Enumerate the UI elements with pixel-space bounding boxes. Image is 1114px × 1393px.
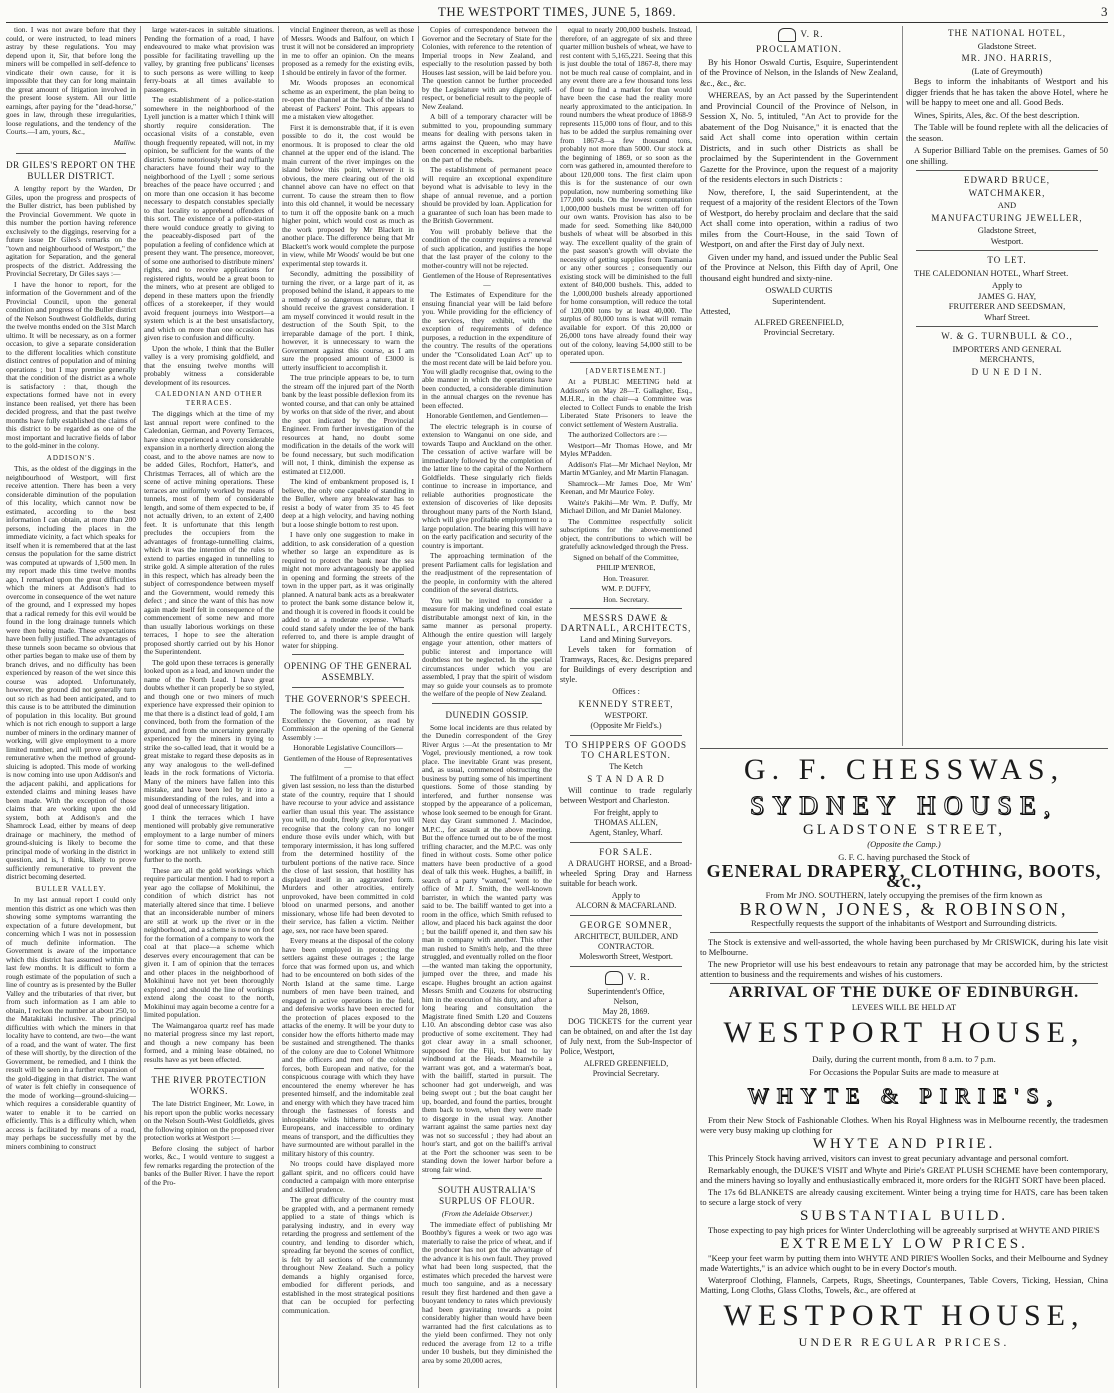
ad-line: (Opposite Mr Field's.) [590, 721, 662, 730]
ad-title: FOR SALE. [599, 847, 653, 857]
paragraph: Upon the whole, I think that the Buller valley is a very promising goldfield, and that the ensuing twelve months will probably witness a considerable development of its resources. [144, 343, 274, 387]
masthead [6, 4, 1108, 23]
page-number: 3 [1101, 4, 1108, 19]
vr-text: V. R. [800, 29, 824, 40]
ad-line: (Late of Greymouth) [971, 65, 1043, 76]
paragraph: The establishment of a police-station somewhere in the neighborhood of the Lyell junction is a matter which I think will shortly require consideration. The occasional visits of a constable, even though frequently repeated, will not, in my opinion, be sufficient for the wants of the district. Some notoriously bad and ruffianly characters have found their way to the neighborhood of the Lyell ; some serious breaches of the peace have occurred ; and on more than one occasion it has become necessary to despatch constables specially to that locality to apprehend offenders of this sort. The existence of a police-station there would conduce greatly to giving to the peaceably-disposed part of the population a feeling of confidence which at present they want. The presence, moreover, of some one authorised to distribute miners' rights, and to receive applications for registered rights, would be a great boon to the miners, who at present are obliged to depend in these matters upon the friendly offices of a storekeeper, if they would avoid frequent journeys into Westport—a system which is at the best unsatisfactory, and which on more than one occasion has given rise to confusion and difficulty. [144, 95, 274, 342]
column-3 [282, 26, 414, 1388]
ad-somner [560, 920, 692, 962]
ad-line: May 28, 1869. [602, 1007, 650, 1016]
divider [570, 915, 682, 916]
paragraph: You will probably believe that the condition of the country requires a renewal of such application, and justifies the hope that the last prayer of the colony to the mother-country will not be rejected. [422, 226, 552, 270]
ad-line: AND [997, 200, 1017, 210]
ad-line: D U N E D I N. [971, 366, 1043, 377]
proclamation-body: Now, therefore, I, the said Superintendent, at the request of a majority of the resident Electors of the Town of Westport, do hereby proclaim and declare that the said Act shall come into operation, within a radius of two miles from the Court-House, in the said Town of Westport, on and after the First day of July next. [700, 186, 898, 249]
ad-line: THOMAS ALLEN, [594, 818, 658, 827]
column-rule [556, 26, 557, 1388]
divider [154, 1068, 264, 1069]
ad-line: Superintendent's Office, [587, 987, 665, 996]
divider [570, 608, 682, 609]
subheading: BULLER VALLEY. [35, 884, 107, 893]
ad-line: MANUFACTURING JEWELLER, [931, 212, 1083, 223]
ad-body: DOG TICKETS for the current year can be obtained, on and after the 1st day of July next, from the Sub-Inspector of Police, Westport, [560, 1017, 692, 1056]
divider [916, 170, 1098, 171]
proclamation-body: WHEREAS, by an Act passed by the Superintendent and Provincial Council of the Province of Nelson, in Session X, No. 5, intituled, "An Act to provide for the abatement of the Dog Nuisance," it is enacted that the said Act shall come into operation within certain Districts, and in such other Districts as shall be proclaimed by the Superintendent in the Government Gazette for the Province, upon the request of a majority of the residents electors in such Districts : [700, 90, 898, 184]
paragraph: I think the terraces which I have mentioned will probably give remunerative employment to a large number of miners for some time to come, and that these workings are not unlikely to extend still further to the north. [144, 812, 274, 864]
ad-line: For Occasions the Popular Suits are made to measure at [809, 1067, 999, 1077]
ad-extremely: EXTREMELY LOW PRICES. [780, 1236, 1028, 1252]
ad-line: Apply to [992, 280, 1022, 290]
paragraph: These are all the gold workings which require particular mention. I had to report a year ago the collapse of Mokihinui, the condition of which district has not materially altered since that time. I believe that an inconsiderable number of miners are still at work up the river or in the neighborhood, and a scheme is now on foot for the formation of a company to work the coal at that place—a scheme which deserves every encouragement that can be given it. I am of opinion that the terraces and other places in the neighborhood of Mokihinui have not yet been thoroughly explored ; and should the line of workings extend along the coast to the north, Mokihinui may again become a centre for a limited population. [144, 865, 274, 1019]
address-line: Gentlemen of the House of Representatives— [283, 753, 413, 771]
column-7 [906, 26, 1108, 746]
paragraph: Secondly, admitting the possibility of turning the river, or a large part of it, as proposed behind the island, it appears to me a remedy of so dangerous a nature, that it should receive the gravest consideration. I am myself convinced it would result in the destruction of the South Spit, to the irreparable damage of the port. I think, however, it is unnecessary to warn the Government against this course, as I am sure the proposed amount of £3000 is utterly insufficient to accomplish it. [282, 269, 414, 372]
paragraph: Mr. Woods proposes an economical scheme as an experiment, the plan being to re-open the channel at the back of the island abreast of Packers' Point. This appears to me a mistaken view altogether. [282, 78, 414, 121]
paragraph: The Committee respectfully solicit subscriptions for the above-mentioned object, the contributions to which will be gratefully acknowledged through the Press. [560, 516, 692, 551]
ad-firm: BROWN, JONES, & ROBINSON, [739, 899, 1069, 919]
paragraph: You will be invited to consider a measure for making undefined coal estate distributable amongst next of kin, in the same manner as personal property. Although the entire question will largely engage your attention, other matters of public interest and importance will doubtless not be neglected. In the special circumstances under which you are assembled, I pray that the spirit of wisdom may so guide your counsels as to promote the welfare of the people of New Zealand. [422, 595, 552, 698]
paragraph: Signed on behalf of the Committee, [573, 552, 679, 562]
ad-line: Gladstone Street, [977, 225, 1037, 235]
article-heading: SOUTH AUSTRALIA'S SURPLUS OF FLOUR. [438, 1185, 536, 1206]
ad-line: For freight, apply to [593, 808, 659, 817]
paragraph: I have only one suggestion to make in addition, to ask consideration of a question whether so large an expenditure as is required to protect the bank near the sea might not more advantageously be applied in opening and forming the streets of the town in the upper part, as it was originally planned. A natural bank acts as a breakwater to protect the bank some distance below it, and though it is covered in floods it could be added to at a moderate expense. Wharfs could stand safely under the lee of the bank referred to, and there is ample draught of water for shipping. [282, 530, 414, 650]
paragraph: Some local incidents are thus related by the Dunedin correspondent of the Grey River Argus :—At the presentation to Mr Vogel, previously mentioned, a row took place. The inevitable Grant was present, and, as usual, commenced obstructing the business by putting some of his impertinent questions. Some of those standing by interfered, and further nonsense was stopped by the appearance of a policeman, whose look seemed to be enough for Grant. Next day Grant summoned J. Macindoe, M.P.C., for assault at the above meeting. But the offence turned out to be of the most trifling character, and the M.P.C. was only fined in without costs. Some other police matters have been productive of a good deal of talk this week. Hughes, a bailiff, in search of a party "wanted," went to the office of Mr J. Smith, the well-known barrister, in which the wanted party was said to be. The bailiff wanted to get into a room in the office, which Smith refused to allow, and placed his back against the door ; but the bailiff opened it, and then saw his man in company with another. This other man rushed to Smith's help, and the three struggled, and eventually rolled on the floor—the wanted man taking the opportunity, jumped over the three, and made his escape. Hughes brought an action against Messrs Smith and Couzens for obstructing him in the execution of his duty, and after a long hearing and consultation the Magistrate fined Smith L20 and Couzens L10. An absconding debtor case was also productive of some excitement. They had got clear away in a small schooner, supposed for the Fiji, but had to lay windbound at the Heads. Meanwhile a warrant was got, and a waterman's boat, with the bailiff, started in pursuit. The schooner had got underweigh, and was being swept out ; but the boat caught her up, boarded, and found the parties, brought them back to town, when they were made to disgorge in the usual way. Another warrant against the same parties next day was not so successful ; they had about an hour's start, and got on the bailiff's arrival at the Port the schooner was seen to be standing down the lower harbor before a strong fair wind. [422, 722, 552, 1174]
paragraph: A bill of a temporary character will be submitted to you, propounding summary means for dealing with persons taken in arms against the Queen, who may have been concerned in exceptional barbarities on the part of the rebels. [422, 112, 552, 164]
royal-crest-icon [605, 971, 623, 985]
ad-line: From Mr JNO. SOUTHERN, lately occupying the premises of the firm known as [765, 890, 1043, 900]
paragraph: The electric telegraph is in course of extension to Wanganui on one side, and towards Taupo and Auckland on the other. The cessation of active warfare will be immediately followed by the completion of the latter line to the capital of the Northern Goldfields. These singularly rich fields continue to increase in importance, and reliable authorities prognosticate the extension of discoveries of like deposits throughout many parts of the North Island, which will give profitable employment to a large population. The bearing this will have on the early pacification and security of the country is important. [422, 421, 552, 550]
column-rule [140, 26, 141, 1388]
ad-house: SYDNEY HOUSE, [749, 791, 1059, 820]
ad-body: A DRAUGHT HORSE, and a Broad-wheeled Spring Dray and Harness suitable for beach work. [560, 859, 692, 888]
paragraph: The fulfilment of a promise to that effect given last session, no less than the disturbed state of the country, require that I should have recourse to your advice and assistance earlier than usual this year. The assistance you will, no doubt, freely give, for you will recognise that the colony can no longer endure those evils under which, with but temporary intermission, it has long suffered from the determined hostility of the turbulent portions of the native race. Since the close of last session, that hostility has displayed itself in an aggravated form. Murders and other atrocities, entirely unprovoked, have been committed in cold blood on unarmed persons, and another missionary, whose life had been devoted to their service, has fallen a victim. Neither age, sex, nor race have been spared. [282, 772, 414, 935]
ad-line: KENNEDY STREET, [578, 699, 674, 709]
ad-line: IMPORTERS AND GENERAL [952, 343, 1062, 354]
collector-line: Shamrock—Mr James Doe, Mr Wm' Keenan, and Mr Maurice Foley. [560, 478, 692, 496]
column-2 [144, 26, 274, 1388]
address-line: Gentlemen of the House of Representatives— [422, 271, 552, 289]
ad-line: JAMES G. HAY, [977, 290, 1037, 301]
paragraph: I have the honor to report, for the information of the Government and of the Provincial Council, upon the general condition and progress of the Buller district of the Nelson Southwest Goldfields, during the twelve months ended on the 31st March ultimo. It will be necessary, as on a former occasion, to give a separate consideration to the different localities which constitute distinct centres of population and of mining operations ; but I may premise generally that the condition of the district as a whole is satisfactory : that, though the expectations formed have not in every instance been realised, yet there has been decided progress, and that the past twelve months have fully established the claims of this district to be regarded as one of the most important and lucrative fields of labor to the gold-miner in the colony. [6, 279, 136, 450]
collector-line: Addison's Flat—Mr Michael Neylon, Mr Martin M'Ganley, and Mr Martin Flanagan. [560, 459, 692, 477]
ad-body: The 17s 6d BLANKETS are already causing excitement. Winter being a trying time for HATS, care has been taken to secure a large stock of very [700, 1187, 1108, 1207]
source-line: (From the Adelaide Observer.) [441, 1209, 533, 1218]
ad-line: Molesworth Street, Westport. [579, 952, 673, 961]
paragraph: The immediate effect of publishing Mr Boothby's figures a week or two ago was materially to raise the price of wheat, and if the producer has not got the advantage of the advance it is his own fault. They proved what had been long suspected, that the estimates which preceded the harvest were much too sanguine, and as a necessary result they first hardened and then gave a buoyant tendency to rates which previously had been gravitating towards a point considerably higher than would have been warranted had the first calculations as to the yield been confirmed. They not only reduced the average from 12 to a trifle under 10 bushels, but they diminished the area by some 20,000 acres, [422, 1219, 552, 1365]
divider [570, 966, 682, 967]
ad-whyte-pirie: WHYTE & PIRIE'S, [747, 1083, 1061, 1108]
ad-body: Wines, Spirits, Ales, &c. Of the best description. [914, 109, 1080, 120]
signature-role: Hon. Secretary. [603, 594, 649, 604]
ad-body: "Keep your feet warm by putting them into WHYTE AND PIRIE'S Woollen Socks, and their Melbourne and Sydney made Watertights," is an advice which ought to be in every Doctor's mouth. [700, 1253, 1108, 1273]
address-line: Honorable Legislative Councillors— [293, 743, 403, 752]
paragraph: The late District Engineer, Mr. Lowe, in his report upon the public works necessary on the Nelson South-West Goldfields, gives the following opinion on the proposed river protection works at Westport :— [144, 1099, 274, 1142]
signature: ALFRED GREENFIELD, [754, 316, 844, 327]
ad-body: Begs to inform the inhabitants of Westport and his digger friends that he has taken the above Hotel, where he will be happy to meet one and all. Good Beds. [906, 76, 1108, 107]
ad-under: UNDER REGULAR PRICES. [798, 1335, 1010, 1349]
divider [292, 654, 404, 655]
signature-role: Provincial Secretary. [763, 327, 835, 337]
ad-title: THE NATIONAL HOTEL, [948, 28, 1066, 38]
ad-name: G. F. CHESSWAS, [743, 753, 1065, 786]
ad-arrival: ARRIVAL OF THE DUKE OF EDINBURGH. [728, 984, 1080, 1001]
column-4 [422, 26, 552, 1388]
ad-body: The Table will be found replete with all the delicacies of the season. [906, 122, 1108, 143]
ad-body: Will continue to trade regularly between Westport and Charleston. [560, 786, 692, 805]
ad-line: Apply to [611, 891, 641, 900]
ad-line: MERCHANTS, [979, 354, 1035, 364]
ad-substantial: SUBSTANTIAL BUILD. [799, 1208, 1009, 1224]
column-5 [560, 26, 692, 1388]
paragraph: Every means at the disposal of the colony have been employed in protecting the settlers against these outrages ; the large force that was formed upon us, and which had to be encountered on both sides of the North Island at the same time. Large numbers of men have been trained, and engaged in active operations in the field, and defensive works have been erected for the protection of places exposed to the attacks of the enemy. It will be your duty to consider how the efforts hitherto made may be sustained and strengthened. The thanks of the colony are due to Colonel Whitmore and the officers and men of the colonial forces, both European and native, for the conspicuous courage with which they have encountered the enemy wherever he has presented himself, and the indomitable zeal and energy with which they have traced him through the fastnesses of forests and inhospitable wilds hitherto untrodden by Europeans, and inaccessible to ordinary means of transport, and the difficulties they have surmounted are without parallel in the military history of this country. [282, 936, 414, 1158]
signature: WM. P. DUFFY, [601, 584, 651, 593]
ad-line: S T A N D A R D [587, 774, 665, 784]
ad-westport-house-2: WESTPORT HOUSE, [723, 1299, 1085, 1332]
attested-label: Attested, [700, 306, 731, 316]
ad-body: The new Proprietor will use his best endeavours to retain any patronage that may be accorded him, by the strictest attention to business and the requirements and wishes of his customers. [700, 959, 1108, 979]
divider [710, 932, 1098, 933]
ad-line: FRUITERER AND SEEDSMAN, [948, 301, 1066, 311]
ad-line: Wharf Street. [984, 311, 1030, 322]
article-heading: DUNEDIN GOSSIP. [445, 709, 529, 720]
ad-line: Daily, during the current month, from 8 a.m. to 7 p.m. [812, 1054, 996, 1064]
ad-street: GLADSTONE STREET, [802, 822, 1006, 838]
paragraph: At a PUBLIC MEETING held at Addison's on May 28—T. Gallagher, Esq., M.H.R., in the chair—a Committee was elected to Collect Funds to enable the Irish Liberated State Prisoners to leave the convict settlement of Western Australia. [560, 377, 692, 429]
ad-title: W. & G. TURNBULL & CO., [941, 331, 1073, 341]
paragraph: First it is demonstrable that, if it is even possible to do it, the cost would be enormous. It is proposed to clear the old channel at the upper end of the island. The main current of the river impinges on the island below this point, wherever it is obvious, the mere clearing out of the old channel above can have no effect on that current. To cause the stream then to flow into this old channel, it would be necessary to turn it off the opposite bank on a much higher point, which would cost as much as the work proposed by Mr Blackett in another place. The difference being that Mr Blackett's work would complete the purpose in view, while Mr Woods' would be but one experimental step towards it. [282, 122, 414, 268]
ad-title [560, 971, 692, 985]
ad-body: Remarkably enough, the DUKE'S VISIT and Whyte and Pirie's GREAT PLUSH SCHEME have been contemporary, and the miners having so loyally and enthusiastically embraced it, more orders for the RIGHT SORT have been placed. [700, 1165, 1108, 1185]
letter-text: tion. I was not aware before that they could, or were instructed, to lead miners astray by these regulations. You may depend upon it, Sir, that before long the miners will be compelled in self-defence to vindicate their own cause, for it is impossible that they can for long maintain the great amount of litigation involved in the present loose system. All our little earnings, after paying for the "dead-horse," goes in law, through these irregularities, loose regulations, and the tendency of the Courts.—I am, yours, &c., [6, 26, 136, 136]
ad-title: EDWARD BRUCE, [963, 175, 1050, 185]
signature-role: Superintendent. [772, 295, 826, 306]
ad-body: The Stock is extensive and well-assorted, the whole having been purchased by Mr CRISWICK, during his late visit to Melbourne. [700, 937, 1108, 957]
ad-body: Those expecting to pay high prices for Winter Underclothing will be agreeably surprised at WHYTE AND PIRIE'S [708, 1225, 1100, 1235]
divider [292, 687, 404, 688]
column-rule [902, 26, 903, 746]
ad-body: From their New Stock of Fashionable Clothes. When his Royal Highness was in Melbourne recently, the tradesmen were very busy making up clothing for [700, 1115, 1108, 1135]
paragraph: The great difficulty of the country must be grappled with, and a permanent remedy applied to a state of things which is paralysing industry, and in every way retarding the progress and settlement of the country, and lending to disorder which, spreading far beyond the scenes of conflict, is felt by all sections of the community throughout New Zealand. Such a policy demands a highly organised force, embodied for different periods, and established in the most strategical positions that can be occupied for perfecting communication. [282, 1195, 414, 1315]
divider [432, 1178, 542, 1179]
ad-body: THE CALEDONIAN HOTEL, Wharf Street. [914, 267, 1069, 278]
proclamation-vr [700, 28, 898, 42]
masthead-title: THE WESTPORT TIMES, JUNE 5, 1869. [437, 4, 677, 19]
paragraph: The diggings which at the time of my last annual report were confined to the Caledonian, German, and Poverty Terraces, have since experienced a very considerable expansion in a northerly direction along the coast, and to the above names are now to be added Giles, Rochfort, Hatter's, and Christmas Terraces, all of which are the scene of active mining operations. These terraces are uniformly worked by means of tunnels, most of them of considerable length, and some of them expected to be, if not actually driven, to an extent of 2,400 feet. It is unfortunate that this length precludes the occupiers from the advantages of frontage-tunnelling claims, which it was the intention of the rules to extend to parties engaged in tunnelling to strike gold. A simple alteration of the rules in this respect, which has already been the subject of correspondence between myself and the Government, would remedy this defect ; and since the want of this has now again made itself felt in consequence of the commencement of some new and more than usually laborious workings on these terraces, I hope to see the alteration proposed shortly carried out by his Honor the Superintendent. [144, 409, 274, 656]
subheading: ADDISON'S. [46, 453, 96, 462]
paragraph: The approaching termination of the present Parliament calls for legislation and the readjustment of the representation of the people, in conformity with the altered condition of the several districts. [422, 551, 552, 594]
article-subheading: THE GOVERNOR'S SPEECH. [285, 694, 411, 704]
ad-line: WATCHMAKER, [968, 187, 1046, 198]
letter-signature: Malliw. [113, 137, 136, 147]
article-heading: DR GILES'S REPORT ON THE BULLER DISTRICT. [6, 160, 136, 181]
divider [570, 362, 682, 363]
ad-westport-house: WESTPORT HOUSE, [723, 1016, 1085, 1049]
column-rule [418, 26, 419, 1388]
ad-title: GEORGE SOMNER, [579, 920, 673, 930]
paragraph: In my last annual report I could only mention this district as one which was then showing some symptoms warranting the expectation of a future development, but concerning which I was not in possession of much definite information. The Government is aware of the importance which this district has assumed within the last few months. It is difficult to form a rough estimate of the population of such a line of country as is presented by the Buller Valley and the tributaries of that river, but from such information as I am able to obtain, I reckon the number at about 250, to the Matakitaki inclusive. The principal difficulties with which the miners in that locality have to contend, are two—the want of a road, and the want of water. The first of these will shortly, by the direction of the Government, be remedied, and I think the result will be seen in a further expansion of the gold-digging in that district. The want of water is felt chiefly in consequence of the mode of working—ground-sluicing—which requires a considerable quantity of water to enable it to be carried on efficiently. This is a difficulty which, when access is facilitated by means of a road, may perhaps be successfully met by the miners combining to construct [6, 895, 136, 1151]
ad-line: MR. JNO. HARRIS, [961, 53, 1053, 63]
ad-for-sale [560, 847, 692, 911]
divider [916, 250, 1098, 251]
ad-body: This Princely Stock having arrived, visitors can invest to great pecuniary advantage and personal comfort. [708, 1153, 1069, 1163]
ad-line: ARCHITECT, BUILDER, AND CONTRACTOR. [574, 932, 678, 951]
ad-line: LEVEES WILL BE HELD AT [851, 1002, 957, 1012]
divider [16, 153, 126, 154]
paragraph: The following was the speech from his Excellency the Governor, as read by Commission at the opening of the General Assembly :— [282, 707, 414, 742]
column-rule [278, 26, 279, 1388]
collector-line: Westport—Mr Thomas Howe, and Mr Myles M'Padden. [560, 440, 692, 458]
divider [570, 735, 682, 736]
ad-line: G. F. C. having purchased the Stock of [838, 852, 970, 862]
proclamation-body: Given under my hand, and issued under the Public Seal of the Province at Nelson, this Fifth day of April, One thousand eight hundred and sixty-nine. [700, 251, 898, 283]
ad-line: Westport. [990, 235, 1024, 246]
ad-vr: V. R. [627, 972, 651, 983]
ad-body: Waterproof Clothing, Flannels, Carpets, Rugs, Sheetings, Counterpanes, Table Covers, Ticking, Hessian, China Matting, Long Cloths, Glass Cloths, Towels, &c., are offered at [700, 1275, 1108, 1295]
ad-shippers [560, 740, 692, 838]
ad-line: WESTPORT. [604, 711, 648, 720]
paragraph: The Estimates of Expenditure for the ensuing financial year will be laid before you. While providing for the efficiency of the services, they exhibit, with the exception of requirements of defence purposes, a reduction in the expenditure of the country. The results of the operations under the "Consolidated Loan Act" up to the most recent date will be laid before you. You will gladly recognise that, owing to the able manner in which the operations have been conducted, a considerable diminution in the annual charges on the revenue has been effected. [422, 290, 552, 410]
ad-whyte-pirie-2: WHYTE AND PIRIE. [812, 1136, 996, 1152]
ad-body: Levels taken for formation of Tramways, Races, &c. Designs prepared for Buildings of every description and style. [560, 645, 692, 684]
article-heading: OPENING OF THE GENERAL ASSEMBLY. [283, 661, 413, 682]
ad-line: ALFRED GREENFIELD, [583, 1059, 669, 1068]
paragraph: equal to nearly 200,000 bushels. Instead, therefore, of an aggregate of six and three quarter million bushels of wheat, we have to rest content with 5,165,221. Seeing that this is just double the total of 1867-8, there may not be much real cause of complaint, and in any event there are a few thousand tons less of flour to find a market for than would have been the case had the reality more nearly approximated to the anticipation. In round numbers the wheat produce of 1868-9 represents 115,000 tons of flour, and to this has to be added the surplus remaining over from 1867-8—a few thousand tons, probably not more than 5000. Our stock at the beginning of 1869, or so soon as the corn was gathered in, amounted therefore to about 120,000 tons. The first claim upon this is for the sustenance of our own population, now numbering something like 177,000 souls. On the lowest computation 1,000,000 bushels must be written off for our own wants. Provision has also to be made for seed. Something like 840,000 bushels of wheat will be absorbed in this way. The excellent quality of the grain of the past season's growth will obviate the necessity of getting supplies from Tasmania or any other sources ; consequently our existing stock will be diminished to the full extent of 840,000 bushels. This, added to the 1,000,000 bushels already apportioned for home consumption, will reduce the total of 120,000 tons by at least 40,000. The surplus of 80,000 tons is what will remain available for export. Of this 20,000 or 26,000 tons have already found their way out of the colony, leaving 54,000 still to be operated upon. [560, 26, 692, 357]
paragraph: vincial Engineer thereon, as well as those of Messrs. Woods and Balfour, on which I trust it will not be considered an impropriety in me to offer an opinion. On the means proposed as a remedy for the existing evils, I should be entirely in favor of the former. [282, 26, 414, 77]
column-rule [696, 26, 697, 1388]
paragraph: The kind of embankment proposed is, I believe, the only one capable of standing in the Buller, where any breakwater has to resist a body of water from 35 to 45 feet deep at a high velocity, and having nothing but a loose shingle bottom to rest upon. [282, 477, 414, 529]
proclamation-title: PROCLAMATION. [756, 44, 842, 54]
article-heading: THE RIVER PROTECTION WORKS. [151, 1075, 267, 1096]
collector-line: Waite's Pakihi—Mr Wm. P. Duffy, Mr Michael Dillon, and Mr Daniel Maloney. [560, 497, 692, 515]
signature: PHILIP M'ENROE, [596, 563, 656, 572]
ad-street-note: (Opposite the Camp.) [867, 839, 941, 849]
paragraph: The authorized Collectors are :— [568, 430, 667, 439]
paragraph: The gold upon these terraces is generally looked upon as a lead, and known under the name of the North Lead. I have great doubts whether it can properly be so styled, and though one or two miners of much experience have expressed their opinion to me that there is a distinct lead of gold, I am convinced, both from the formation of the ground, and from the uncertainty generally experienced by the miners in trying to strike the so-called lead, that it would be a great mistake to regard these deposits as in any way analogous to the well-defined leads in the rock formations of Victoria. Many of the miners have fallen into this mistake, and have been led by it into a misunderstanding of the rules, and into a good deal of unnecessary litigation. [144, 657, 274, 811]
column-1 [6, 26, 136, 1388]
paragraph: The Waimangaroa quartz reef has made no material progress since my last report, and though a new company has been formed, and a mining lease obtained, no results have as yet been effected. [144, 1020, 274, 1064]
ad-body: A Superior Billiard Table on the premises. Games of 50 one shilling. [906, 145, 1108, 166]
ad-line: Provincial Secretary. [592, 1069, 660, 1078]
proclamation-by: By his Honor Oswald Curtis, Esquire, Superintendent of the Province of Nelson, in the Islands of New Zealand, &c., &c., &c. [700, 56, 898, 88]
ad-line: Gladstone Street. [977, 40, 1037, 51]
ad-line: Agent, Stanley, Wharf. [589, 828, 663, 837]
paragraph: This, as the oldest of the diggings in the neighbourhood of Westport, will first receive attention. There has been a very considerable diminution of the population of this locality, which cannot now be estimated, according to the best information I can obtain, at more than 200 persons, including the places in the immediate vicinity, a fact which speaks for itself when it is remembered that at the last census the population for the same district was computed at upwards of 1,500 men. In my report made this time twelve months ago, I remarked upon the great difficulties which the miners at Addison's had to overcome in consequence of the wet nature of the ground, and I expressed my hopes that a radical remedy for this evil would be found in the long drainage tunnels which were then being made. These expectations have been fully justified. The advantages of these tunnels soon became so obvious that other parties began to make use of them by branch drives, and no difficulty has been experienced by reason of the wet since this course was adopted. Unfortunately, however, the ground did not generally turn out so rich as had been anticipated, and to this cause is to be attributed the diminution of population in this locality. But ground which is not rich enough to support a large number of miners in the ordinary manner of working, will give employment to a more limited number, and will prove adequately remunerative when the method of ground-sluicing is adopted. This mode of working is now coming into use upon Addison's and the adjacent pakihi, and applications for extended claims and mining leases have been made. With the exception of those claims that are working upon the old system, both at Addison's and the Shamrock Lead, either by means of deep drainage or machinery, the method of ground-sluicing is likely to become the principal mode of working in the district in question, and is, I think, likely to prove sufficiently remunerative to prevent the district becoming deserted. [6, 464, 136, 881]
paragraph: No troops could have displayed more gallant spirit, and no officers could have conducted a campaign with more enterprise and skilled prudence. [282, 1159, 414, 1194]
signature-role: Hon. Treasurer. [603, 573, 649, 583]
ad-line: Nelson, [613, 997, 639, 1006]
ad-dawe-dartnall [560, 613, 692, 731]
advertisement-label: [ADVERTISEMENT.] [585, 366, 667, 375]
royal-crest-icon [778, 28, 796, 42]
chesswas-advertisement [700, 748, 1108, 1389]
paragraph: large water-races in suitable situations. Pending the formation of a road, I have endeavoured to make what provision was possible for facilitating travelling up the valley, by granting free publicans' licenses to such persons as were willing to keep ferry-boats at all times available to passengers. [144, 26, 274, 94]
column-6 [700, 26, 898, 746]
paragraph: A lengthy report by the Warden, Dr Giles, upon the progress and prospects of the Buller district, has been published by the Provincial Government. We quote in this number the portion having reference exclusively to the diggings, reserving for a future issue Dr Giles's remarks on the "town and neighbourhood of Westport," the agitation for Separation, and the general prospects of the district. Addressing the Provincial Secretary, Dr Giles says :— [6, 184, 136, 278]
ad-subtitle: Land and Mining Surveyors. [580, 635, 672, 644]
signature: OSWALD CURTIS [765, 285, 833, 295]
ad-goods: GENERAL DRAPERY, CLOTHING, BOOTS, &c., [706, 861, 1102, 891]
divider [432, 703, 542, 704]
subheading: CALEDONIAN AND OTHER TERRACES. [155, 390, 263, 407]
divider [916, 326, 1098, 327]
ad-title: TO LET. [987, 255, 1027, 265]
paragraph: Before closing the subject of harbor works, &c., I would venture to suggest a few remarks regarding the protection of the banks of the Buller River. I have the report of the Pro- [144, 1143, 274, 1187]
ad-line: ALCORN & MACFARLAND. [575, 901, 677, 910]
ad-line: Respectfully requests the support of the inhabitants of Westport and Surrounding districts. [750, 918, 1058, 928]
ad-line: The Ketch [609, 762, 643, 771]
ad-title: MESSRS DAWE & DARTNALL, ARCHITECTS, [560, 613, 692, 633]
paragraph: The true principle appears to be, to turn the stream off the injured part of the North bank by the least possible deflexion from its wonted course, and that can only be attained by works on that side of the river, and about the spot indicated by the Provincial Engineer. From further investigation of the resources at hand, no doubt some modification in the details of the work will be found necessary, but such modification will not, I think, diminish the expense as estimated at £12,000. [282, 373, 414, 476]
paragraph: The establishment of permanent peace will require an exceptional expenditure beyond what is advisable to levy in the shape of annual revenue, and a portion should be provided by loan. Application for a guarantee of such loan has been made to the British Government. [422, 165, 552, 225]
ad-line: Offices : [612, 687, 640, 696]
ad-dog-tickets [560, 971, 692, 1079]
divider [570, 842, 682, 843]
address-line: Honorable Gentlemen, and Gentlemen— [426, 411, 548, 420]
paragraph: Copies of correspondence between the Governor and the Secretary of State for the Colonies, with reference to the retention of Imperial troops in New Zealand, and especially to the resolution passed by both Houses last session, will be laid before you. The question cannot be further proceeded by the Legislature with any dignity, self-respect, or beneficial result to the people of New Zealand. [422, 26, 552, 111]
ad-title: TO SHIPPERS OF GOODS TO CHARLESTON. [564, 740, 688, 760]
